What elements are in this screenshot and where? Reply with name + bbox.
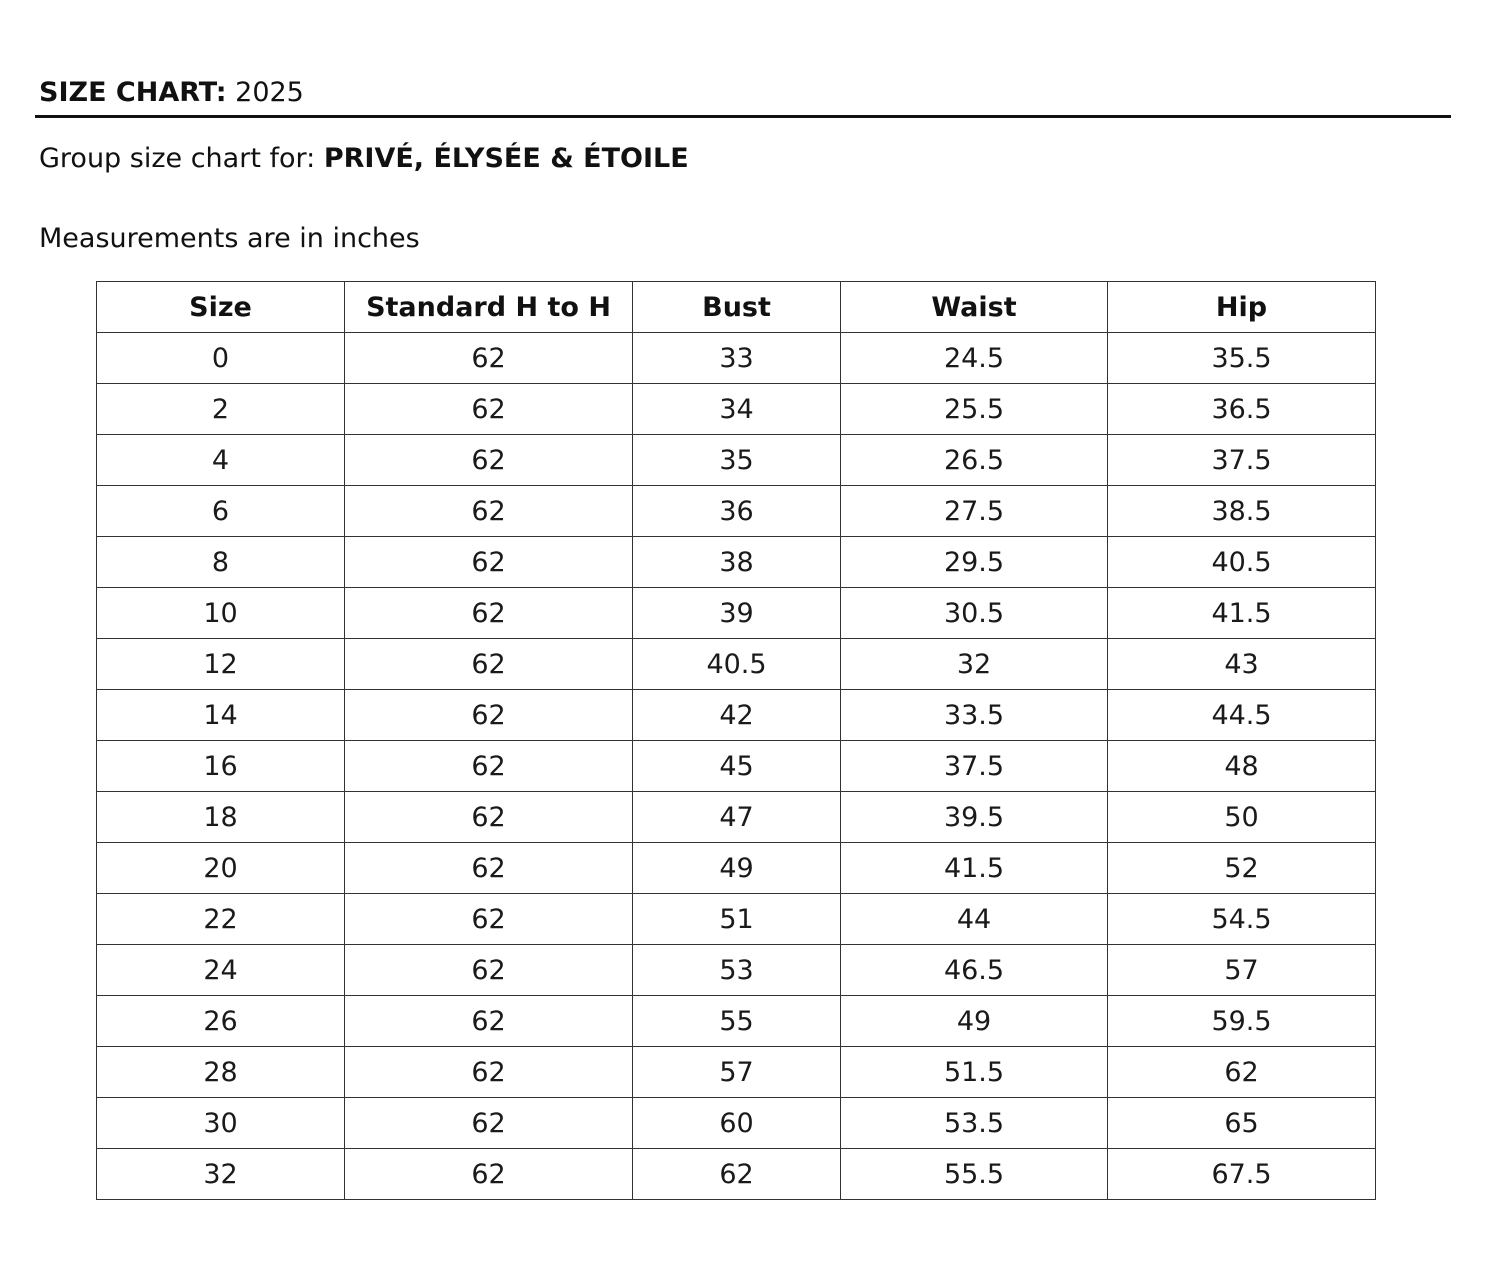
table-row <box>97 996 1376 1047</box>
cell-standard-h-to-h: 62 <box>345 486 633 537</box>
cell-waist: 49 <box>841 996 1108 1047</box>
cell-waist: 30.5 <box>841 588 1108 639</box>
table-row <box>97 690 1376 741</box>
cell-hip: 50 <box>1108 792 1376 843</box>
cell-bust: 33 <box>633 333 841 384</box>
table-row <box>97 486 1376 537</box>
cell-size: 32 <box>97 1149 345 1200</box>
cell-waist: 53.5 <box>841 1098 1108 1149</box>
cell-standard-h-to-h: 62 <box>345 435 633 486</box>
cell-bust: 60 <box>633 1098 841 1149</box>
cell-waist: 26.5 <box>841 435 1108 486</box>
title-year: 2025 <box>235 77 304 108</box>
cell-standard-h-to-h: 62 <box>345 792 633 843</box>
cell-waist: 51.5 <box>841 1047 1108 1098</box>
size-table <box>96 281 1376 1200</box>
group-line <box>39 142 689 176</box>
group-brands: PRIVÉ, ÉLYSÉE & ÉTOILE <box>323 143 689 174</box>
cell-size: 10 <box>97 588 345 639</box>
table-row <box>97 1098 1376 1149</box>
table-row <box>97 537 1376 588</box>
cell-standard-h-to-h: 62 <box>345 384 633 435</box>
table-row <box>97 792 1376 843</box>
table-body <box>97 333 1376 1200</box>
cell-hip: 36.5 <box>1108 384 1376 435</box>
column-header-standard-h-to-h: Standard H to H <box>345 282 633 333</box>
cell-bust: 57 <box>633 1047 841 1098</box>
cell-standard-h-to-h: 62 <box>345 843 633 894</box>
table-row <box>97 639 1376 690</box>
column-header-size: Size <box>97 282 345 333</box>
cell-bust: 45 <box>633 741 841 792</box>
cell-size: 8 <box>97 537 345 588</box>
cell-size: 20 <box>97 843 345 894</box>
cell-waist: 27.5 <box>841 486 1108 537</box>
table-row <box>97 741 1376 792</box>
cell-standard-h-to-h: 62 <box>345 1098 633 1149</box>
cell-size: 16 <box>97 741 345 792</box>
cell-waist: 41.5 <box>841 843 1108 894</box>
table-row <box>97 1047 1376 1098</box>
column-header-hip: Hip <box>1108 282 1376 333</box>
cell-standard-h-to-h: 62 <box>345 1149 633 1200</box>
cell-hip: 67.5 <box>1108 1149 1376 1200</box>
cell-size: 2 <box>97 384 345 435</box>
cell-standard-h-to-h: 62 <box>345 690 633 741</box>
cell-hip: 57 <box>1108 945 1376 996</box>
cell-bust: 53 <box>633 945 841 996</box>
cell-waist: 55.5 <box>841 1149 1108 1200</box>
cell-size: 30 <box>97 1098 345 1149</box>
cell-bust: 35 <box>633 435 841 486</box>
cell-size: 24 <box>97 945 345 996</box>
cell-hip: 35.5 <box>1108 333 1376 384</box>
cell-size: 0 <box>97 333 345 384</box>
cell-size: 18 <box>97 792 345 843</box>
cell-hip: 40.5 <box>1108 537 1376 588</box>
cell-waist: 39.5 <box>841 792 1108 843</box>
table-header-row <box>97 282 1376 333</box>
table-row <box>97 1149 1376 1200</box>
cell-hip: 65 <box>1108 1098 1376 1149</box>
cell-standard-h-to-h: 62 <box>345 945 633 996</box>
cell-standard-h-to-h: 62 <box>345 996 633 1047</box>
table-row <box>97 384 1376 435</box>
cell-standard-h-to-h: 62 <box>345 333 633 384</box>
cell-standard-h-to-h: 62 <box>345 894 633 945</box>
column-header-waist: Waist <box>841 282 1108 333</box>
cell-hip: 62 <box>1108 1047 1376 1098</box>
cell-size: 22 <box>97 894 345 945</box>
document-title <box>39 76 304 110</box>
cell-size: 26 <box>97 996 345 1047</box>
cell-waist: 29.5 <box>841 537 1108 588</box>
cell-bust: 55 <box>633 996 841 1047</box>
cell-waist: 37.5 <box>841 741 1108 792</box>
cell-bust: 47 <box>633 792 841 843</box>
table-row <box>97 435 1376 486</box>
column-header-bust: Bust <box>633 282 841 333</box>
cell-waist: 46.5 <box>841 945 1108 996</box>
cell-size: 12 <box>97 639 345 690</box>
table-row <box>97 333 1376 384</box>
cell-hip: 52 <box>1108 843 1376 894</box>
group-prefix: Group size chart for: <box>39 143 316 174</box>
cell-standard-h-to-h: 62 <box>345 741 633 792</box>
units-note: Measurements are in inches <box>39 223 420 254</box>
cell-bust: 42 <box>633 690 841 741</box>
cell-hip: 59.5 <box>1108 996 1376 1047</box>
cell-standard-h-to-h: 62 <box>345 1047 633 1098</box>
cell-bust: 36 <box>633 486 841 537</box>
cell-hip: 54.5 <box>1108 894 1376 945</box>
cell-waist: 24.5 <box>841 333 1108 384</box>
title-label: SIZE CHART: <box>39 77 227 108</box>
cell-size: 6 <box>97 486 345 537</box>
cell-hip: 41.5 <box>1108 588 1376 639</box>
cell-standard-h-to-h: 62 <box>345 639 633 690</box>
cell-bust: 34 <box>633 384 841 435</box>
cell-waist: 44 <box>841 894 1108 945</box>
cell-waist: 33.5 <box>841 690 1108 741</box>
cell-size: 14 <box>97 690 345 741</box>
table-row <box>97 894 1376 945</box>
cell-size: 28 <box>97 1047 345 1098</box>
cell-standard-h-to-h: 62 <box>345 537 633 588</box>
cell-hip: 48 <box>1108 741 1376 792</box>
title-divider <box>35 115 1451 118</box>
table-row <box>97 945 1376 996</box>
table-row <box>97 843 1376 894</box>
cell-hip: 43 <box>1108 639 1376 690</box>
cell-waist: 25.5 <box>841 384 1108 435</box>
cell-bust: 39 <box>633 588 841 639</box>
table-row <box>97 588 1376 639</box>
cell-bust: 62 <box>633 1149 841 1200</box>
cell-bust: 40.5 <box>633 639 841 690</box>
cell-hip: 44.5 <box>1108 690 1376 741</box>
cell-waist: 32 <box>841 639 1108 690</box>
cell-bust: 49 <box>633 843 841 894</box>
cell-size: 4 <box>97 435 345 486</box>
cell-bust: 51 <box>633 894 841 945</box>
cell-hip: 38.5 <box>1108 486 1376 537</box>
cell-standard-h-to-h: 62 <box>345 588 633 639</box>
cell-hip: 37.5 <box>1108 435 1376 486</box>
cell-bust: 38 <box>633 537 841 588</box>
